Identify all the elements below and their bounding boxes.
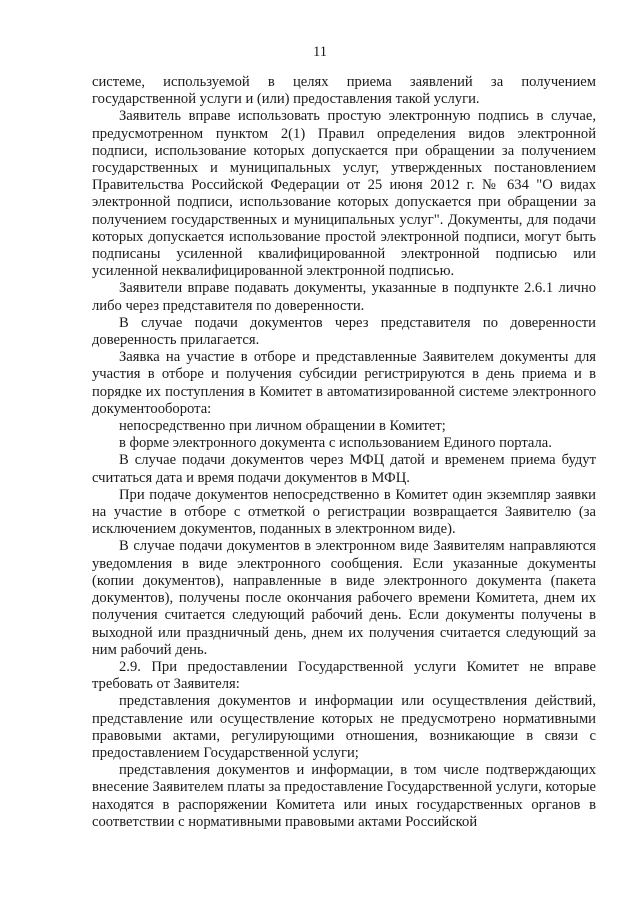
paragraph-electronic-notification: В случае подачи документов в электронном виде Заявителям направляются уведомления в виде электронного сообщения. Если указанные документы (копии документов), направленные в виде электронного документа (пакета документов), получены после окончания рабочего времени Комитета, днем их получения считается следующий рабочий день. Если документы получены в выходной или праздничный день, днем их получения считается следующий за ним рабочий день. [92, 538, 596, 658]
list-item-in-person: непосредственно при личном обращении в Комитет; [119, 418, 446, 435]
paragraph-mfc: В случае подачи документов через МФЦ датой и временем приема будут считаться дата и время подачи документов в МФЦ. [92, 452, 596, 486]
paragraph-registration: Заявка на участие в отборе и представленные Заявителем документы для участия в отборе и получения субсидии регистрируются в день приема и в порядке их поступления в Комитет в автоматизированной системе электронного документооборота: [92, 349, 596, 417]
paragraph-direct-submission: При подаче документов непосредственно в Комитет один экземпляр заявки на участие в отборе с отметкой о регистрации возвращается Заявителю (за исключением документов, поданных в электронном виде). [92, 486, 596, 538]
paragraph-section-2-9: 2.9. При предоставлении Государственной услуги Комитет не вправе требовать от Заявителя: [92, 658, 596, 693]
list-item-documents-in-possession: представления документов и информации, в том числе подтверждающих внесение Заявителем платы за предоставление Государственной услуги, которые находятся в распоряжении Комитета или иных государственных органов в соответствии с нормативными правовыми актами Российской [92, 762, 596, 830]
paragraph-continuation: системе, используемой в целях приема заявлений за получением государственной услуги и (или) предоставления такой услуги. [92, 74, 596, 108]
page-number: 11 [312, 44, 328, 60]
document-body [92, 74, 596, 831]
list-item-electronic: в форме электронного документа с использованием Единого портала. [119, 435, 552, 452]
paragraph-simple-signature: Заявитель вправе использовать простую электронную подпись в случае, предусмотренном пунктом 2(1) Правил определения видов электронной подписи, использование которых допускается при обращении за получением государственных и муниципальных услуг, утвержденных постановлением Правительства Российской Федерации от 25 июня 2012 г. № 634 "О видах электронной подписи, использование которых допускается при обращении за получением государственных и муниципальных услуг". Документы, для подачи которых допускается использование простой электронной подписи, могут быть подписаны усиленной квалифицированной электронной подписью или усиленной неквалифицированной электронной подписью. [92, 108, 596, 280]
list-item-not-required-actions: представления документов и информации или осуществления действий, представление или осуществление которых не предусмотрено нормативными правовыми актами, регулирующими отношения, возникающие в связи с предоставлением Государственной услуги; [92, 693, 596, 761]
paragraph-submission-right: Заявители вправе подавать документы, указанные в подпункте 2.6.1 лично либо через представителя по доверенности. [92, 280, 596, 314]
paragraph-power-of-attorney: В случае подачи документов через представителя по доверенности доверенность прилагается. [92, 314, 596, 349]
